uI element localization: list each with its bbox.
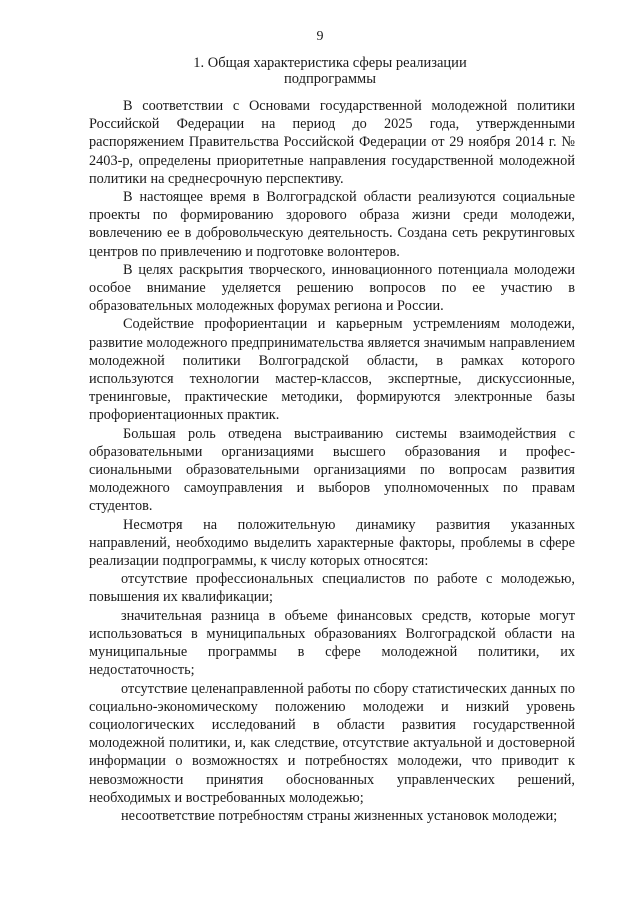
document-body — [89, 97, 575, 825]
section-heading-line-2: подпрограммы — [284, 71, 376, 87]
paragraph-problems-intro: Несмотря на положительную динамику развития указанных направлений, необходимо выделить характерные факторы, проблемы в сфере реализации подпрограммы, к числу которых относятся: — [89, 516, 575, 570]
page-number: 9 — [316, 29, 324, 44]
list-item: несоответствие потребностям страны жизненных установок молодежи; — [121, 807, 558, 824]
list-item: отсутствие профессиональных специалистов по работе с молодежью, повышения их квалификации; — [89, 571, 575, 606]
list-item: отсутствие целенаправленной работы по сбору статистических данных по социально-экономическому положению молодежи и низкий уровень социологических исследований в области развития государственной молодежной политики, и, как следствие, отсутствие актуальной и достоверной информации о возможностях и потребностях молодежи, что приводит к невозможности принятия обоснованных управленческих решений, необходимых и востребованных молодежью; — [89, 680, 575, 806]
paragraph-social-projects: В настоящее время в Волгоградской области реализуются социальные проекты по формированию здорового образа жизни среди молодежи, вовлечению ее в добровольческую деятельность. Создана сеть рекрутинговых центров по привлечению и подготовке волонтеров. — [89, 189, 575, 260]
paragraph-career-guidance: Содействие профориентации и карьерным устремлениям молодежи, развитие молодежного предпринимательства является значимым направлением молодежной политики Волгоградской области, в рамках которого используются технологии мастер-классов, экспертные, дискуссионные, тренинговые, практические методики, формируются электронные базы профориентационных практик. — [89, 316, 575, 424]
section-heading-line-1: 1. Общая характеристика сферы реализации — [193, 55, 467, 71]
list-item: значительная разница в объеме финансовых средств, которые могут использоваться в муниципальных образованиях Волгоградской области на муниципальные программы в сфере молодежной политики, их недостаточность; — [89, 607, 575, 679]
paragraph-creative-potential: В целях раскрытия творческого, инновационного потенциала молодежи особое внимание уделяется решению вопросов по ее участию в образовательных молодежных форумах региона и России. — [89, 261, 575, 315]
section-heading — [150, 55, 510, 87]
paragraph-education-cooperation: Большая роль отведена выстраиванию системы взаимодействия с образовательными организациями высшего образования и профес-сиональными образовательными организациями по вопросам развития молодежного самоуправления и выборов уполномоченных по правам студентов. — [89, 425, 575, 515]
paragraph-basics-policy: В соответствии с Основами государственной молодежной политики Российской Федерации на период до 2025 года, утвержденными распоряжением Правительства Российской Федерации от 29 ноября 2014 г. № 2403-р, определены приоритетные направления государственной молодежной политики на среднесрочную перспективу. — [89, 98, 575, 187]
